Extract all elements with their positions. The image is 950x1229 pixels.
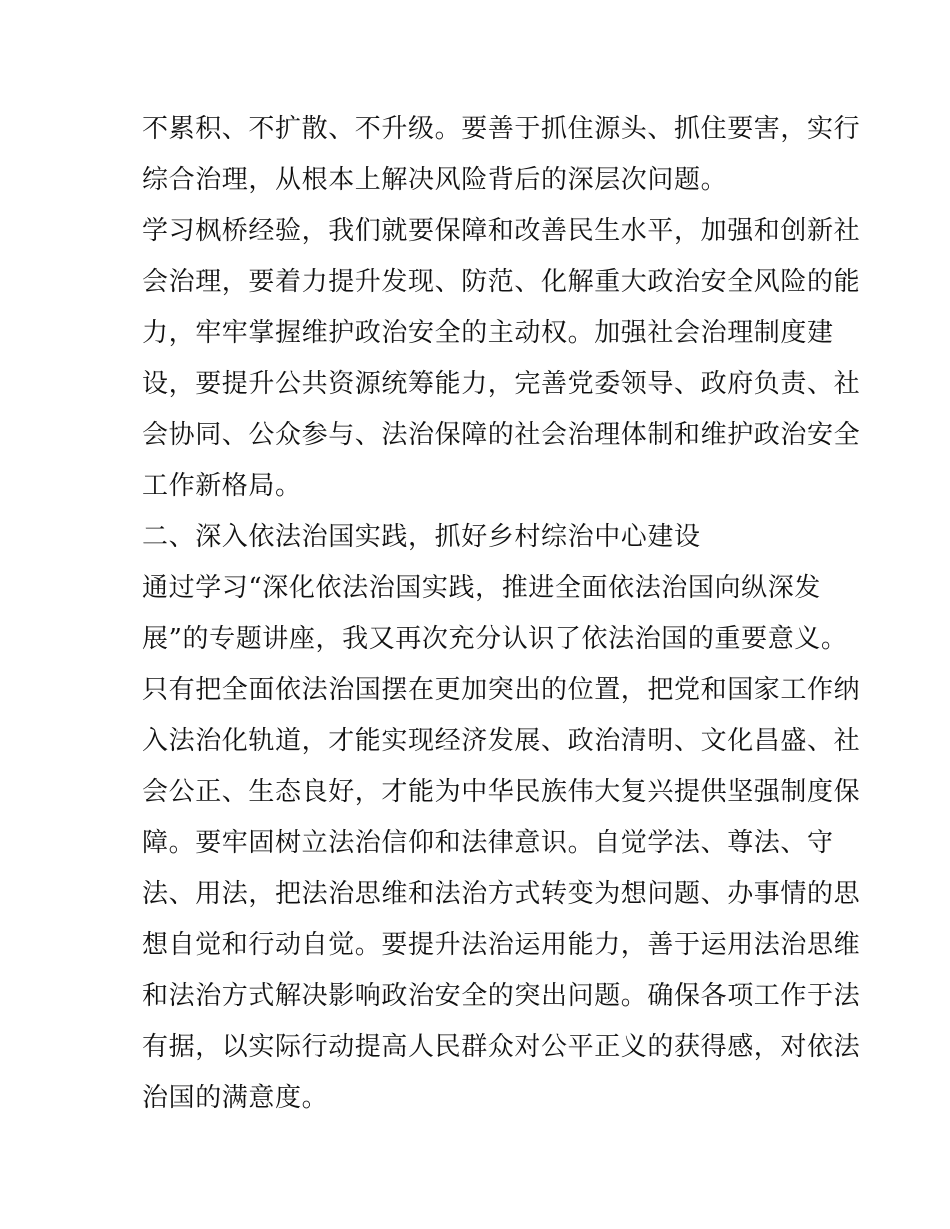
text-line: 会公正、生态良好，才能为中华民族伟大复兴提供坚强制度保 bbox=[142, 777, 861, 807]
text-line: 障。要牢固树立法治信仰和法律意识。自觉学法、尊法、守 bbox=[142, 828, 834, 858]
text-line: 会协同、公众参与、法治保障的社会治理体制和维护政治安全 bbox=[142, 420, 861, 450]
text-line: 不累积、不扩散、不升级。要善于抓住源头、抓住要害，实行 bbox=[142, 114, 861, 144]
text-line: 只有把全面依法治国摆在更加突出的位置，把党和国家工作纳 bbox=[142, 675, 861, 705]
section-heading: 二、深入依法治国实践，抓好乡村综治中心建设 bbox=[142, 522, 701, 552]
text-line: 会治理，要着力提升发现、防范、化解重大政治安全风险的能 bbox=[142, 267, 861, 297]
text-line: 工作新格局。 bbox=[142, 471, 302, 501]
text-line: 力，牢牢掌握维护政治安全的主动权。加强社会治理制度建 bbox=[142, 318, 834, 348]
text-line: 治国的满意度。 bbox=[142, 1083, 329, 1113]
text-line: 展”的专题讲座，我又再次充分认识了依法治国的重要意义。 bbox=[142, 624, 848, 654]
text-line: 综合治理，从根本上解决风险背后的深层次问题。 bbox=[142, 165, 728, 195]
text-line: 学习枫桥经验，我们就要保障和改善民生水平，加强和创新社 bbox=[142, 216, 861, 246]
text-line: 有据，以实际行动提高人民群众对公平正义的获得感，对依法 bbox=[142, 1032, 861, 1062]
text-line: 想自觉和行动自觉。要提升法治运用能力，善于运用法治思维 bbox=[142, 930, 861, 960]
text-line: 和法治方式解决影响政治安全的突出问题。确保各项工作于法 bbox=[142, 981, 861, 1011]
text-line: 设，要提升公共资源统筹能力，完善党委领导、政府负责、社 bbox=[142, 369, 861, 399]
text-line: 法、用法，把法治思维和法治方式转变为想问题、办事情的思 bbox=[142, 879, 861, 909]
text-line: 入法治化轨道，才能实现经济发展、政治清明、文化昌盛、社 bbox=[142, 726, 861, 756]
text-line: 通过学习“深化依法治国实践，推进全面依法治国向纵深发 bbox=[142, 573, 821, 603]
